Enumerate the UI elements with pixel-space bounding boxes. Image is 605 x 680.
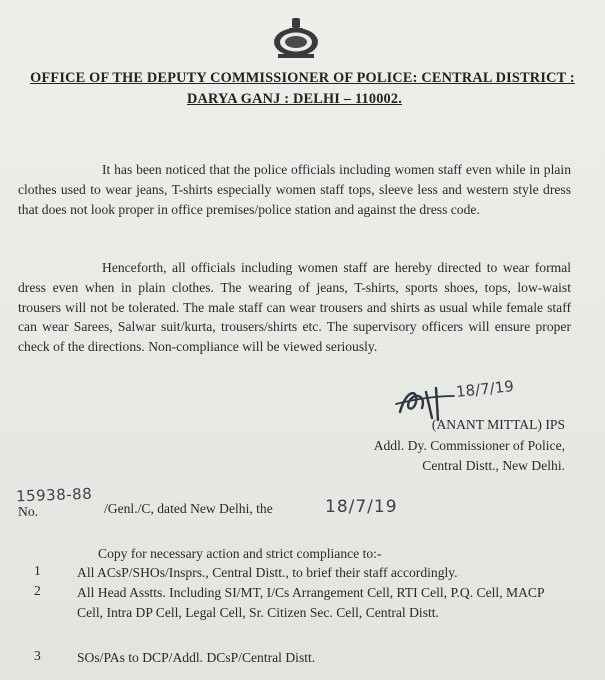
list-item-number: 3 (34, 648, 41, 663)
body-paragraph-2: Henceforth, all officials including women staff are hereby directed to wear formal dress even when in plain clothes. The wearing of jeans, T-shirts, sports shoes, tops, low-waist trousers will not be tolerated. The male staff can wear trousers and shirts as usual while female staff can wear Sarees, Salwar suit/kurta, trousers/shirts etc. The supervisory officers will ensure proper check of the directions. Non-compliance will be viewed seriously. (18, 260, 571, 355)
list-item-number: 2 (34, 583, 41, 598)
state-emblem-icon (264, 12, 328, 60)
signatory-name: (ANANT MITTAL) IPS (431, 417, 565, 432)
office-heading-line1: OFFICE OF THE DEPUTY COMMISSIONER OF POLICE: CENTRAL DISTRICT : (30, 70, 575, 86)
list-item-text: All ACsP/SHOs/Insprs., Central Distt., to brief their staff accordingly. (77, 565, 458, 580)
list-item-text: SOs/PAs to DCP/Addl. DCsP/Central Distt. (77, 650, 316, 665)
list-item-text: All Head Asstts. Including SI/MT, I/Cs Arrangement Cell, RTI Cell, P.Q. Cell, MACP Cell, Intra DP Cell, Legal Cell, Sr. Citizen Sec. Cell, Central Distt. (77, 585, 545, 620)
handwritten-dispatch-number: 15938-88 (15, 484, 93, 506)
reference-no-label: No. (18, 504, 39, 519)
reference-text: /Genl./C, dated New Delhi, the (104, 501, 273, 516)
signatory-office: Central Distt., New Delhi. (422, 458, 565, 473)
body-paragraph-1: It has been noticed that the police officials including women staff even while in plain clothes used to wear jeans, T-shirts especially women staff tops, sleeve less and western style dress that does not look proper in office premises/police station and against the dress code. (18, 162, 571, 217)
copy-to-intro: Copy for necessary action and strict compliance to:- (98, 546, 382, 561)
list-item-number: 1 (34, 563, 41, 578)
signatory-designation: Addl. Dy. Commissioner of Police, (373, 438, 565, 453)
office-heading-line2: DARYA GANJ : DELHI – 110002. (186, 91, 403, 107)
signature-handwritten-date: 18/7/19 (455, 377, 515, 401)
handwritten-dispatch-date: 18/7/19 (325, 497, 398, 517)
